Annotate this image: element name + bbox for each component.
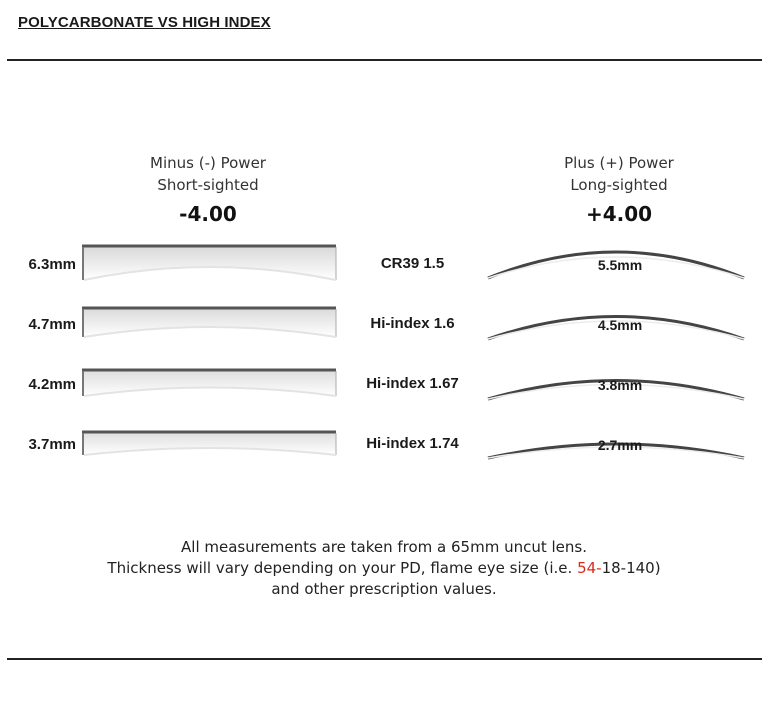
material-label: CR39 1.5 (380, 255, 445, 272)
minus-edge-thickness: 4.7mm (28, 316, 76, 333)
plus-power-sublabel: Long-sighted (570, 176, 668, 194)
minus-edge-thickness: 4.2mm (28, 376, 76, 393)
plus-center-thickness: 4.5mm (597, 317, 643, 333)
lens-row-cr39 (0, 240, 768, 290)
minus-edge-thickness: 6.3mm (28, 256, 76, 273)
lens-row-hi-index-1-74 (0, 420, 768, 470)
minus-lens-cr39 (80, 244, 340, 286)
minus-lens-hi-index-1-6 (80, 306, 340, 344)
minus-lens-hi-index-1-67 (80, 368, 340, 404)
footnote-line-3: and other prescription values. (271, 580, 497, 598)
lens-row-hi-index-1-6 (0, 300, 768, 350)
material-label: Hi-index 1.67 (366, 375, 459, 392)
minus-edge-thickness: 3.7mm (28, 436, 76, 453)
plus-center-thickness: 2.7mm (597, 437, 643, 453)
bottom-divider (7, 658, 762, 660)
material-label: Hi-index 1.74 (366, 435, 459, 452)
top-divider (7, 59, 762, 61)
plus-power-header (489, 152, 749, 227)
footnote-line-1: All measurements are taken from a 65mm uncut lens. (181, 538, 587, 556)
footnote-line-2 (84, 558, 684, 579)
plus-center-thickness: 3.8mm (597, 377, 643, 393)
plus-power-value: +4.00 (585, 202, 653, 226)
plus-power-label: Plus (+) Power (564, 154, 674, 172)
material-label: Hi-index 1.6 (370, 315, 455, 332)
minus-lens-hi-index-1-74 (80, 430, 340, 464)
eye-size-highlight: 54- (577, 559, 602, 577)
minus-power-sublabel: Short-sighted (157, 176, 259, 194)
footnote-line-2-end: 18-140) (601, 559, 661, 577)
minus-power-label: Minus (-) Power (150, 154, 266, 172)
measurement-footnote (84, 537, 684, 600)
lens-row-hi-index-1-67 (0, 360, 768, 410)
page-title: POLYCARBONATE VS HIGH INDEX (18, 14, 271, 31)
minus-power-header (78, 152, 338, 227)
footnote-line-2-start: Thickness will vary depending on your PD, flame eye size (i.e. (107, 559, 578, 577)
minus-power-value: -4.00 (179, 202, 237, 226)
plus-center-thickness: 5.5mm (597, 257, 643, 273)
